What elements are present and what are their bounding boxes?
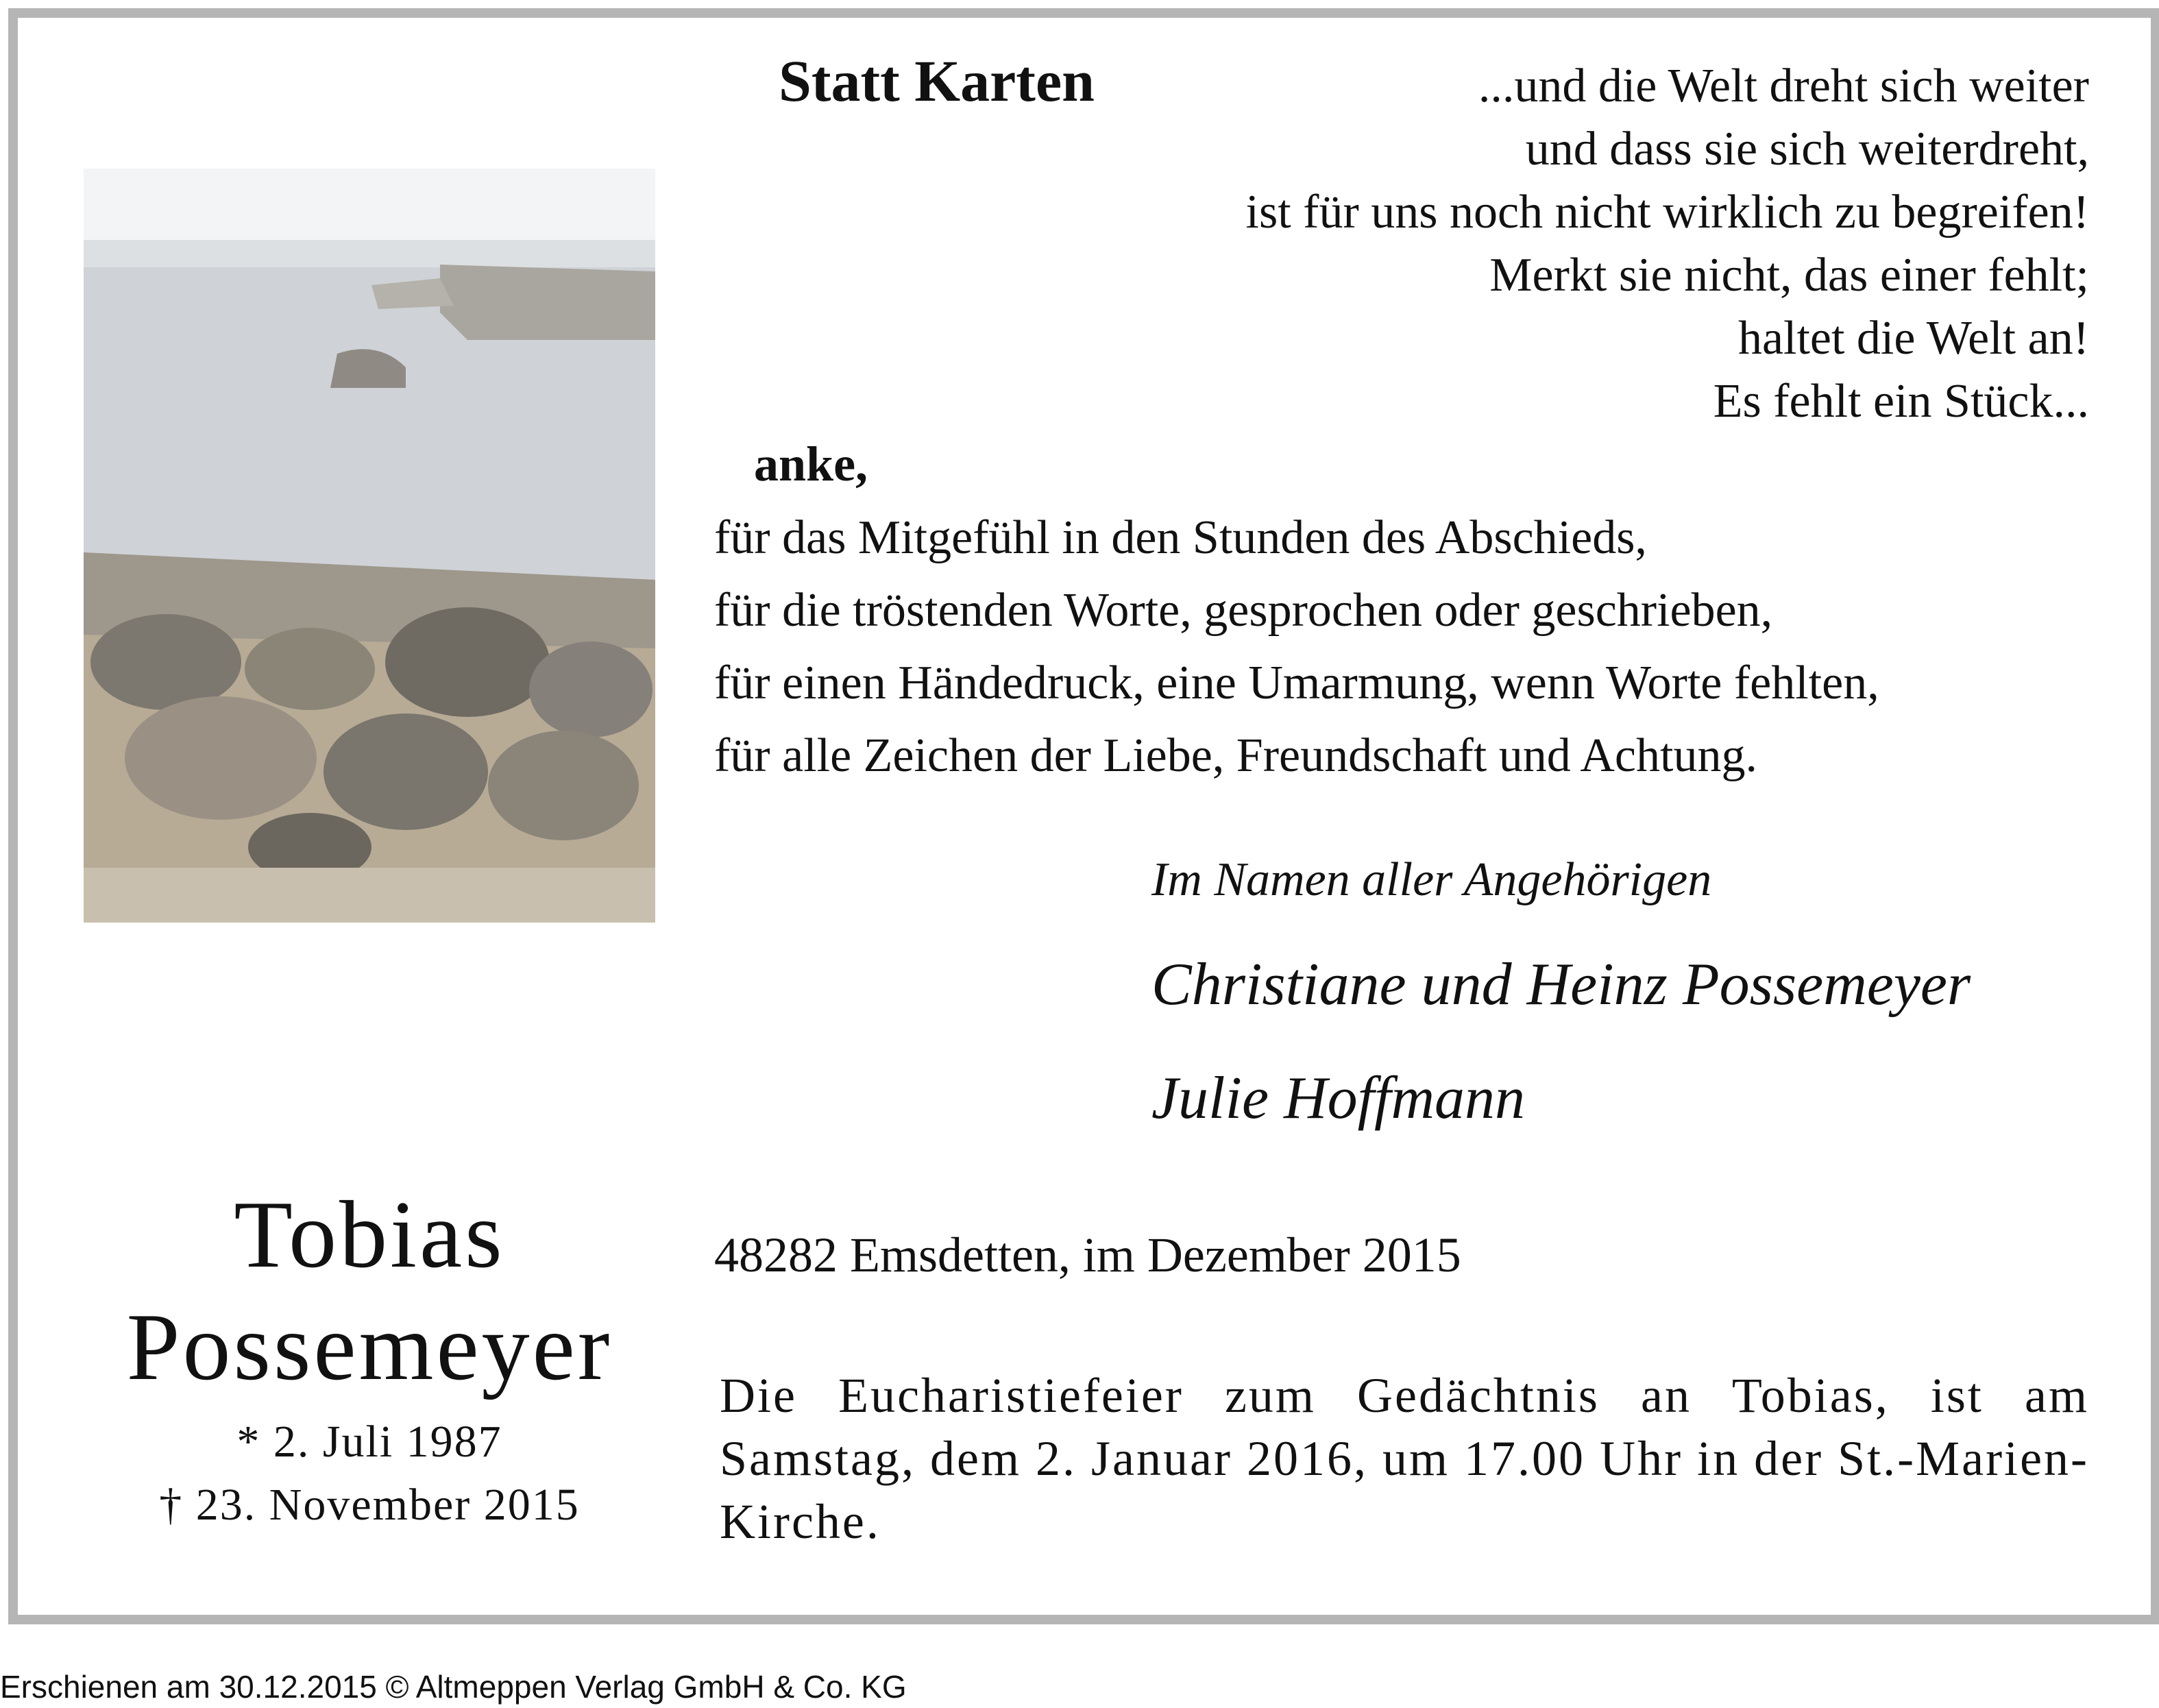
poem-line: ist für uns noch nicht wirklich zu begreifen! — [1245, 186, 2089, 239]
coastal-photo — [84, 169, 655, 923]
thanks-text — [714, 502, 1879, 792]
death-date: † 23. November 2015 — [159, 1480, 580, 1530]
thanks-heading: anke, — [754, 437, 868, 491]
deceased-last-name: Possemeyer — [126, 1294, 613, 1400]
thanks-line: für die tröstenden Worte, gesprochen oder geschrieben, — [714, 584, 1773, 637]
birth-date: * 2. Juli 1987 — [236, 1417, 502, 1467]
poem — [992, 55, 2089, 433]
thanks-line: für einen Händedruck, eine Umarmung, wenn Worte fehlten, — [714, 657, 1879, 709]
thanks-line: für alle Zeichen der Liebe, Freundschaft und Achtung. — [714, 729, 1757, 782]
poem-line: ...und die Welt dreht sich weiter — [1478, 60, 2089, 112]
poem-line: Es fehlt ein Stück... — [1713, 375, 2089, 428]
deceased-info — [84, 1179, 655, 1537]
deceased-first-name: Tobias — [234, 1182, 505, 1288]
header-title: Statt Karten — [779, 48, 1095, 114]
poem-line: und dass sie sich weiterdreht, — [1525, 123, 2089, 175]
signer-name: Christiane und Heinz Possemeyer — [1151, 951, 1971, 1018]
service-notice: Die Eucharistiefeier zum Gedächtnis an Tobias, ist am Samstag, dem 2. Januar 2016, um 17.00 Uhr in der St.-Marien-Kirche. — [720, 1368, 2089, 1549]
poem-line: haltet die Welt an! — [1737, 312, 2089, 365]
thanks-line: für das Mitgefühl in den Stunden des Abschieds, — [714, 511, 1647, 564]
signer-name: Julie Hoffmann — [1151, 1065, 1526, 1132]
poem-line: Merkt sie nicht, das einer fehlt; — [1489, 249, 2089, 302]
coastal-photo-illustration — [84, 169, 655, 923]
place-date: 48282 Emsdetten, im Dezember 2015 — [714, 1228, 1461, 1282]
publication-footer: Erschienen am 30.12.2015 © Altmeppen Verlag GmbH & Co. KG — [0, 1669, 907, 1705]
signoff-intro: Im Namen aller Angehörigen — [1151, 853, 1712, 906]
